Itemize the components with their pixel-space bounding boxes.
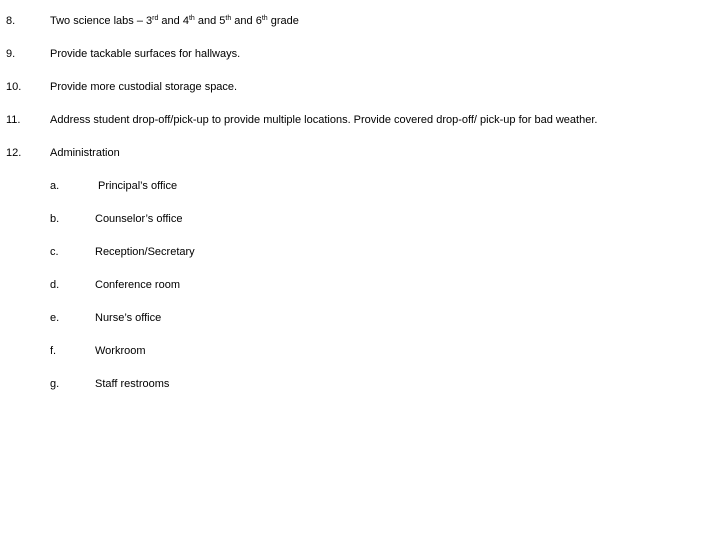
text-fragment: Two science labs – 3 [50, 15, 153, 27]
item-text: Address student drop-off/pick-up to provide multiple locations. Provide covered drop-off/ pick-up for bad weather. [50, 114, 598, 126]
item-number: 11. [6, 114, 21, 126]
item-number: 9. [6, 48, 16, 60]
sub-list-item-d [0, 277, 720, 293]
sub-item-letter: c. [50, 246, 59, 258]
sub-item-letter: a. [50, 180, 60, 192]
list-item-12 [0, 145, 720, 161]
sub-list-item-f [0, 343, 720, 359]
sub-list-item-b [0, 211, 720, 227]
list-item-9 [0, 46, 720, 62]
sub-item-text: Workroom [95, 345, 146, 357]
text-fragment: and 6 [231, 15, 262, 27]
sub-item-letter: b. [50, 213, 60, 225]
item-number: 12. [6, 147, 22, 159]
sub-list-item-g [0, 376, 720, 392]
sub-item-letter: d. [50, 279, 60, 291]
text-fragment: and 4 [158, 15, 189, 27]
list-item-10 [0, 79, 720, 95]
item-text: Administration [50, 147, 120, 159]
sub-item-letter: g. [50, 378, 60, 390]
sub-item-letter: e. [50, 312, 60, 324]
superscript: th [188, 15, 195, 22]
item-text: Provide more custodial storage space. [50, 81, 238, 93]
sub-list-item-e [0, 310, 720, 326]
sub-item-text: Conference room [95, 279, 180, 291]
text-fragment: and 5 [194, 15, 226, 27]
sub-item-text: Reception/Secretary [95, 246, 195, 258]
sub-item-letter: f. [50, 345, 57, 357]
item-number: 10. [6, 81, 22, 93]
list-item-11 [0, 112, 720, 128]
superscript: th [261, 15, 268, 22]
superscript: rd [152, 15, 159, 22]
text-fragment: grade [267, 15, 299, 27]
list-item-8 [0, 13, 720, 29]
item-text: Provide tackable surfaces for hallways. [50, 48, 241, 60]
item-text [50, 13, 299, 29]
sub-list-item-a [0, 178, 720, 194]
sub-item-text: Nurse’s office [95, 312, 162, 324]
sub-item-text: Principal’s office [98, 180, 178, 192]
sub-item-text: Counselor’s office [95, 213, 183, 225]
superscript: th [225, 15, 232, 22]
item-number: 8. [6, 15, 16, 27]
sub-list-item-c [0, 244, 720, 260]
sub-item-text: Staff restrooms [95, 378, 170, 390]
